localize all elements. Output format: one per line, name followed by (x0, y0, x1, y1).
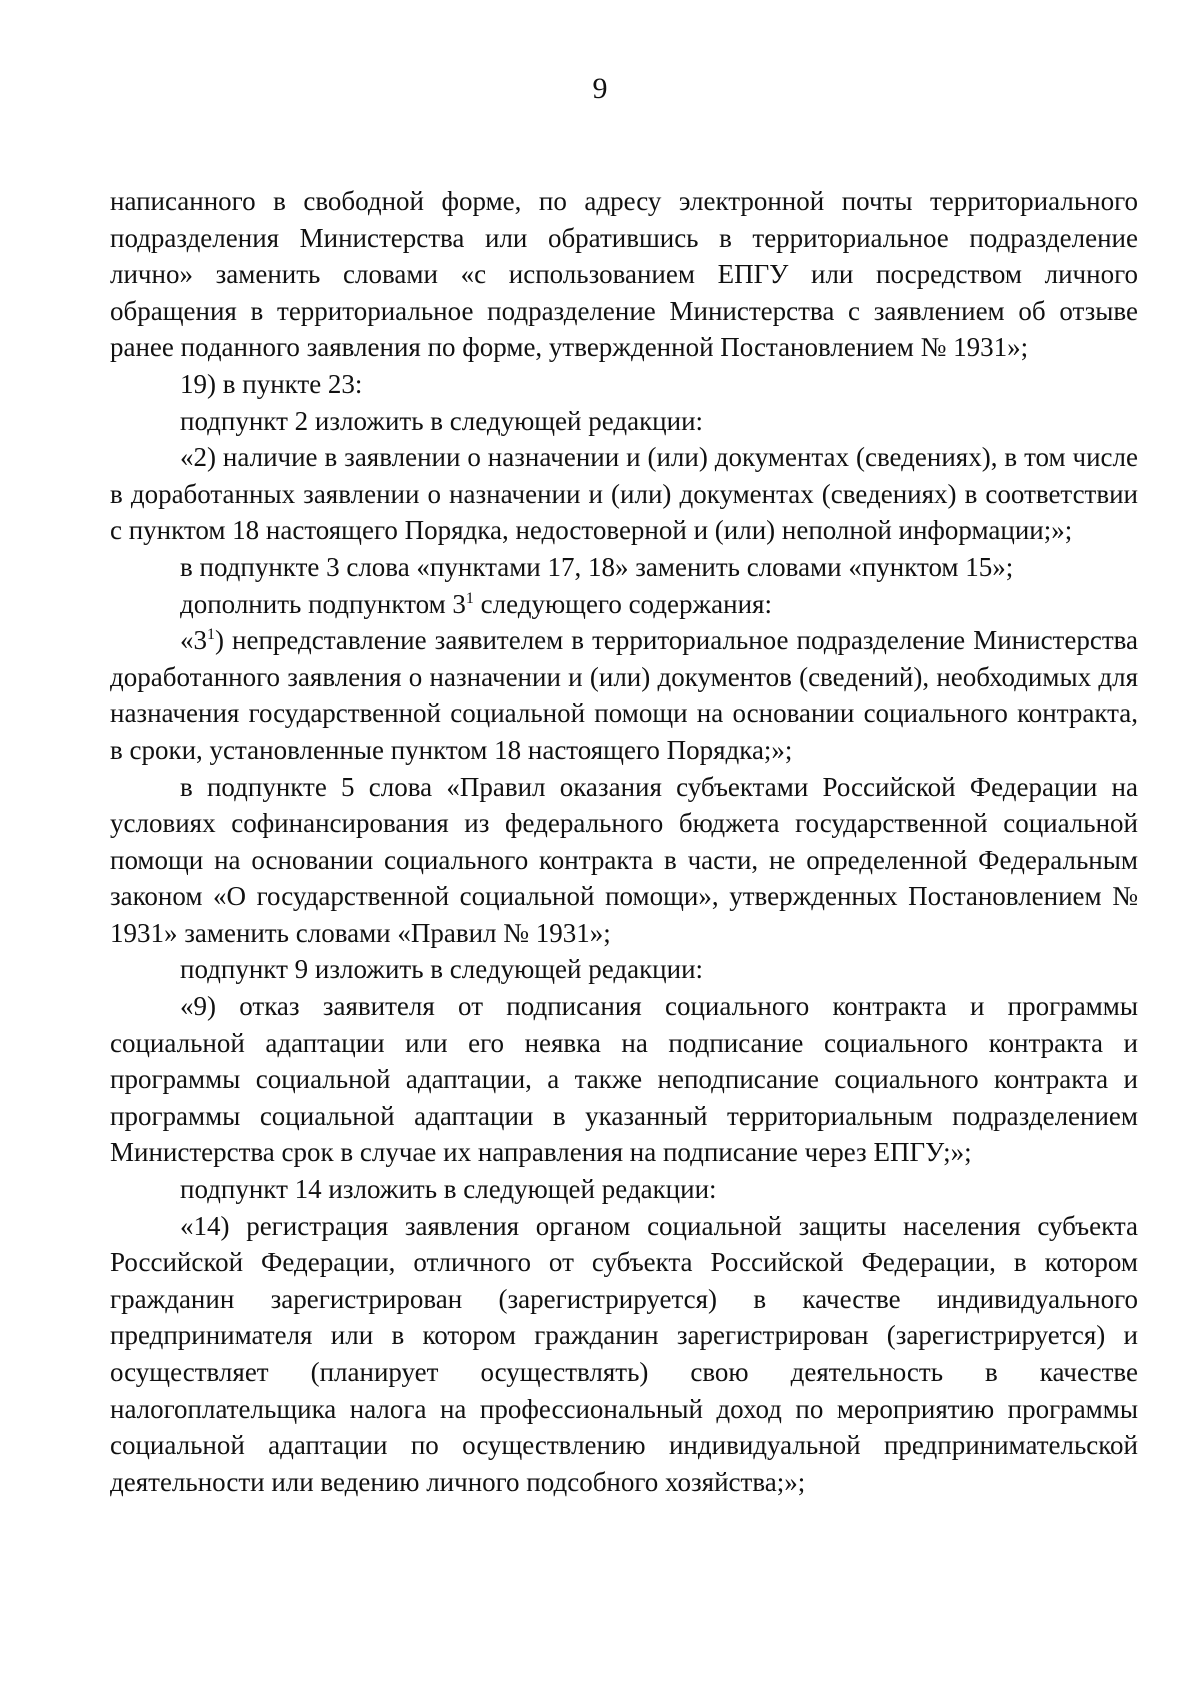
paragraph: 19) в пункте 23: (180, 368, 363, 399)
paragraph (110, 622, 1138, 768)
paragraph-text: «3 (180, 625, 207, 656)
paragraph-text: следующего содержания: (473, 588, 772, 619)
paragraph-text: ) непредставление заявителем в территориальное подразделение Министерства доработанного заявления о назначении и (или) документов (сведений), необходимых для назначения государственной социальной помощи на основании социального контракта, в сроки, установленные пунктом 18 настоящего Порядка;»; (110, 625, 1138, 765)
paragraph: подпункт 14 изложить в следующей редакции: (180, 1174, 717, 1205)
paragraph: «9) отказ заявителя от подписания социального контракта и программы социальной адаптации или его неявка на подписание социального контракта и программы социальной адаптации, а также неподписание социального контракта и программы социальной адаптации в указанный территориальным подразделением Министерства срок в случае их направления на подписание через ЕПГУ;»; (110, 991, 1138, 1168)
paragraph: в подпункте 3 слова «пунктами 17, 18» заменить словами «пунктом 15»; (180, 551, 1014, 582)
paragraph: в подпункте 5 слова «Правил оказания субъектами Российской Федерации на условиях софинансирования из федерального бюджета государственной социальной помощи на основании социального контракта в части, не определенной Федеральным законом «О государственной социальной помощи», утвержденных Постановлением № 1931» заменить словами «Правил № 1931»; (110, 771, 1138, 948)
paragraph-text: дополнить подпунктом 3 (180, 588, 466, 619)
paragraph: написанного в свободной форме, по адресу электронной почты территориального подразделения Министерства или обратившись в территориальное подразделение лично» заменить словами «с использованием ЕПГУ или посредством личного обращения в территориальное подразделение Министерства с заявлением об отзыве ранее поданного заявления по форме, утвержденной Постановлением № 1931»; (110, 186, 1138, 363)
superscript: 1 (207, 626, 215, 644)
paragraph: подпункт 9 изложить в следующей редакции: (180, 954, 704, 985)
paragraph (110, 586, 1138, 623)
page-number: 9 (592, 72, 608, 105)
paragraph: «2) наличие в заявлении о назначении и (или) документах (сведениях), в том числе в доработанных заявлении о назначении и (или) документах (сведениях) в соответствии с пунктом 18 настоящего Порядка, недостоверной и (или) неполной информации;»; (110, 442, 1138, 546)
paragraph: «14) регистрация заявления органом социальной защиты населения субъекта Российской Федерации, отличного от субъекта Российской Федерации, в котором гражданин зарегистрирован (зарегистрируется) в качестве индивидуального предпринимателя или в котором гражданин зарегистрирован (зарегистрируется) и осуществляет (планирует осуществлять) свою деятельность в качестве налогоплательщика налога на профессиональный доход по мероприятию программы социальной адаптации по осуществлению индивидуальной предпринимательской деятельности или ведению личного подсобного хозяйства;»; (110, 1210, 1138, 1497)
document-body (110, 183, 1138, 1500)
paragraph: подпункт 2 изложить в следующей редакции: (180, 405, 704, 436)
superscript: 1 (465, 589, 474, 607)
